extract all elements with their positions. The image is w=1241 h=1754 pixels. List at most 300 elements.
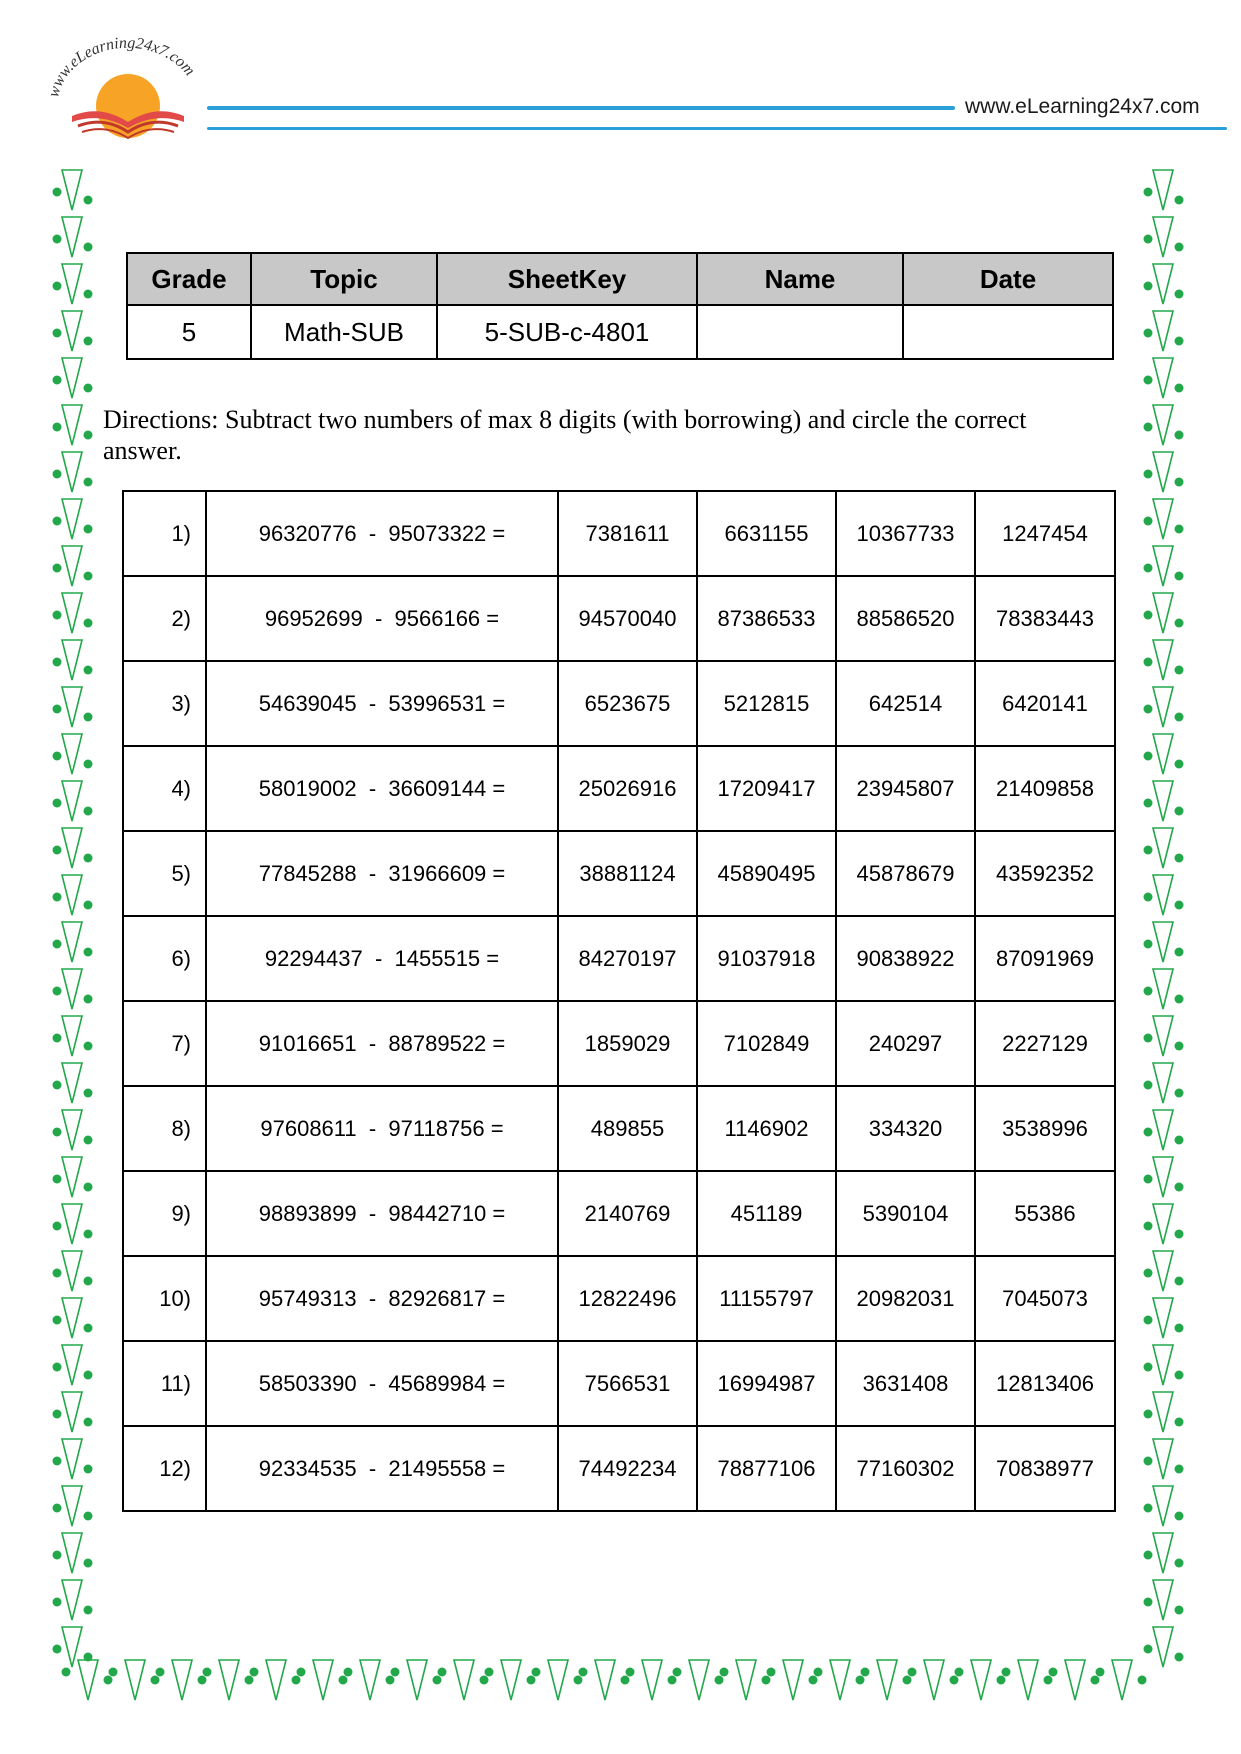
problem-row bbox=[123, 831, 1115, 916]
minus-sign: - bbox=[356, 1370, 389, 1396]
minuend: 58503390 bbox=[258, 1370, 357, 1396]
border-dot bbox=[53, 282, 62, 291]
problem-expression bbox=[206, 576, 558, 661]
border-triangle bbox=[1065, 1660, 1085, 1700]
answer-option[interactable]: 5212815 bbox=[697, 661, 836, 746]
border-triangle bbox=[548, 1660, 568, 1700]
border-dot bbox=[84, 1324, 93, 1333]
logo-text: www.eLearning24x7.com bbox=[45, 34, 199, 100]
answer-option[interactable]: 16994987 bbox=[697, 1341, 836, 1426]
answer-option[interactable]: 77160302 bbox=[836, 1426, 975, 1511]
answer-option[interactable]: 2140769 bbox=[558, 1171, 697, 1256]
border-dot bbox=[1144, 705, 1153, 714]
border-triangle bbox=[360, 1660, 380, 1700]
border-triangle bbox=[1153, 1110, 1173, 1150]
border-triangle bbox=[62, 405, 82, 445]
border-triangle bbox=[62, 1016, 82, 1056]
equals-sign: = bbox=[486, 1370, 506, 1396]
equals-sign: = bbox=[486, 1200, 506, 1226]
border-triangle bbox=[1153, 546, 1173, 586]
answer-option[interactable]: 6523675 bbox=[558, 661, 697, 746]
border-dot bbox=[339, 1676, 348, 1685]
border-triangle bbox=[595, 1660, 615, 1700]
border-dot bbox=[1175, 854, 1184, 863]
answer-option[interactable]: 7566531 bbox=[558, 1341, 697, 1426]
border-dot bbox=[84, 1136, 93, 1145]
border-dot bbox=[433, 1676, 442, 1685]
border-dot bbox=[856, 1676, 865, 1685]
border-dot bbox=[53, 1504, 62, 1513]
worksheet-info-table bbox=[126, 252, 1114, 360]
problem-expression bbox=[206, 1256, 558, 1341]
problem-expression bbox=[206, 831, 558, 916]
info-header-row bbox=[127, 253, 1113, 305]
border-triangle bbox=[62, 875, 82, 915]
border-triangle bbox=[62, 1298, 82, 1338]
border-triangle bbox=[62, 170, 82, 210]
border-dot bbox=[84, 1512, 93, 1521]
problem-row bbox=[123, 916, 1115, 1001]
border-dot bbox=[84, 572, 93, 581]
border-dot bbox=[1175, 1512, 1184, 1521]
border-triangle bbox=[1153, 1204, 1173, 1244]
sheetkey-header: SheetKey bbox=[437, 253, 697, 305]
date-header: Date bbox=[903, 253, 1113, 305]
problem-row bbox=[123, 1256, 1115, 1341]
answer-option[interactable]: 87091969 bbox=[975, 916, 1115, 1001]
border-dot bbox=[1175, 337, 1184, 346]
border-triangle bbox=[1153, 593, 1173, 633]
equals-sign: = bbox=[486, 520, 506, 546]
border-dot bbox=[1175, 901, 1184, 910]
problem-number: 2) bbox=[123, 576, 206, 661]
border-dot bbox=[84, 713, 93, 722]
border-triangle bbox=[62, 593, 82, 633]
border-dot bbox=[84, 1183, 93, 1192]
subtrahend: 88789522 bbox=[388, 1030, 487, 1056]
border-dot bbox=[1002, 1668, 1011, 1677]
answer-option[interactable]: 7045073 bbox=[975, 1256, 1115, 1341]
answer-option[interactable]: 20982031 bbox=[836, 1256, 975, 1341]
border-dot bbox=[250, 1668, 259, 1677]
info-value-row bbox=[127, 305, 1113, 359]
border-triangle bbox=[830, 1660, 850, 1700]
border-dot bbox=[814, 1668, 823, 1677]
answer-option[interactable]: 11155797 bbox=[697, 1256, 836, 1341]
answer-option[interactable]: 642514 bbox=[836, 661, 975, 746]
border-triangle bbox=[62, 1251, 82, 1291]
border-triangle bbox=[1153, 1392, 1173, 1432]
border-dot bbox=[1175, 760, 1184, 769]
border-dot bbox=[53, 1222, 62, 1231]
border-triangle bbox=[62, 1392, 82, 1432]
border-dot bbox=[950, 1676, 959, 1685]
answer-option[interactable]: 1146902 bbox=[697, 1086, 836, 1171]
border-dot bbox=[84, 337, 93, 346]
border-dot bbox=[53, 1363, 62, 1372]
border-dot bbox=[1144, 1457, 1153, 1466]
answer-option[interactable]: 87386533 bbox=[697, 576, 836, 661]
border-dot bbox=[53, 188, 62, 197]
answer-option[interactable]: 240297 bbox=[836, 1001, 975, 1086]
minuend: 96952699 bbox=[264, 605, 363, 631]
border-triangle bbox=[1153, 217, 1173, 257]
border-triangle bbox=[1153, 1580, 1173, 1620]
border-triangle bbox=[1153, 687, 1173, 727]
border-dot bbox=[1144, 282, 1153, 291]
answer-option[interactable]: 12813406 bbox=[975, 1341, 1115, 1426]
problem-number: 3) bbox=[123, 661, 206, 746]
border-dot bbox=[1144, 188, 1153, 197]
border-dot bbox=[203, 1668, 212, 1677]
site-url: www.eLearning24x7.com bbox=[965, 95, 1200, 118]
answer-option[interactable]: 3538996 bbox=[975, 1086, 1115, 1171]
problem-expression bbox=[206, 1171, 558, 1256]
answer-option[interactable]: 91037918 bbox=[697, 916, 836, 1001]
border-dot bbox=[480, 1676, 489, 1685]
border-triangle bbox=[454, 1660, 474, 1700]
answer-option[interactable]: 489855 bbox=[558, 1086, 697, 1171]
border-dot bbox=[1175, 619, 1184, 628]
border-triangle bbox=[1153, 499, 1173, 539]
border-triangle bbox=[62, 1110, 82, 1150]
border-triangle bbox=[501, 1660, 521, 1700]
border-dot bbox=[1175, 478, 1184, 487]
border-triangle bbox=[1153, 1298, 1173, 1338]
border-dot bbox=[62, 1668, 71, 1677]
border-dot bbox=[532, 1668, 541, 1677]
border-triangle bbox=[62, 1486, 82, 1526]
border-dot bbox=[1049, 1668, 1058, 1677]
border-triangle bbox=[1153, 1016, 1173, 1056]
name-field[interactable] bbox=[697, 305, 903, 359]
answer-option[interactable]: 1247454 bbox=[975, 491, 1115, 576]
answer-option[interactable]: 45878679 bbox=[836, 831, 975, 916]
equals-sign: = bbox=[486, 1030, 506, 1056]
answer-option[interactable]: 94570040 bbox=[558, 576, 697, 661]
border-dot bbox=[53, 799, 62, 808]
border-dot bbox=[1175, 1653, 1184, 1662]
name-header: Name bbox=[697, 253, 903, 305]
border-triangle bbox=[1153, 264, 1173, 304]
border-triangle bbox=[62, 1580, 82, 1620]
equals-sign: = bbox=[484, 1115, 504, 1141]
answer-option[interactable]: 23945807 bbox=[836, 746, 975, 831]
minuend: 95749313 bbox=[258, 1285, 357, 1311]
border-triangle bbox=[1153, 828, 1173, 868]
border-dot bbox=[53, 1457, 62, 1466]
answer-option[interactable]: 55386 bbox=[975, 1171, 1115, 1256]
border-dot bbox=[84, 948, 93, 957]
border-dot bbox=[1144, 564, 1153, 573]
border-dot bbox=[1175, 572, 1184, 581]
topic-value: Math-SUB bbox=[251, 305, 437, 359]
problem-number: 1) bbox=[123, 491, 206, 576]
border-dot bbox=[53, 564, 62, 573]
border-triangle bbox=[1112, 1660, 1132, 1700]
problem-expression bbox=[206, 1341, 558, 1426]
border-dot bbox=[53, 1269, 62, 1278]
border-dot bbox=[53, 987, 62, 996]
border-dot bbox=[84, 1371, 93, 1380]
minuend: 96320776 bbox=[258, 520, 357, 546]
minus-sign: - bbox=[356, 775, 389, 801]
border-dot bbox=[1175, 1465, 1184, 1474]
minuend: 58019002 bbox=[258, 775, 357, 801]
border-dot bbox=[53, 470, 62, 479]
border-dot bbox=[1144, 517, 1153, 526]
border-triangle bbox=[172, 1660, 192, 1700]
border-triangle bbox=[1153, 640, 1173, 680]
border-dot bbox=[1175, 1136, 1184, 1145]
border-dot bbox=[53, 752, 62, 761]
minuend: 54639045 bbox=[258, 690, 357, 716]
border-triangle bbox=[62, 499, 82, 539]
problem-number: 8) bbox=[123, 1086, 206, 1171]
answer-option[interactable]: 5390104 bbox=[836, 1171, 975, 1256]
border-dot bbox=[1144, 1128, 1153, 1137]
border-dot bbox=[1175, 713, 1184, 722]
border-triangle bbox=[1153, 734, 1173, 774]
problem-number: 5) bbox=[123, 831, 206, 916]
border-dot bbox=[1144, 1081, 1153, 1090]
border-dot bbox=[1144, 1316, 1153, 1325]
border-dot bbox=[84, 1277, 93, 1286]
border-triangle bbox=[1018, 1660, 1038, 1700]
border-dot bbox=[84, 666, 93, 675]
border-triangle bbox=[313, 1660, 333, 1700]
equals-sign: = bbox=[480, 945, 500, 971]
border-triangle bbox=[62, 969, 82, 1009]
border-dot bbox=[53, 1410, 62, 1419]
border-dot bbox=[245, 1676, 254, 1685]
answer-option[interactable]: 2227129 bbox=[975, 1001, 1115, 1086]
answer-option[interactable]: 78877106 bbox=[697, 1426, 836, 1511]
border-dot bbox=[762, 1676, 771, 1685]
border-dot bbox=[84, 995, 93, 1004]
border-triangle bbox=[62, 452, 82, 492]
border-dot bbox=[1144, 940, 1153, 949]
border-triangle bbox=[62, 546, 82, 586]
answer-option[interactable]: 84270197 bbox=[558, 916, 697, 1001]
border-triangle bbox=[877, 1660, 897, 1700]
problem-row bbox=[123, 491, 1115, 576]
problem-expression bbox=[206, 1086, 558, 1171]
border-dot bbox=[903, 1676, 912, 1685]
border-dot bbox=[1175, 1418, 1184, 1427]
directions-text: Directions: Subtract two numbers of max 8 digits (with borrowing) and circle the correct answer. bbox=[103, 405, 1027, 465]
border-dot bbox=[391, 1668, 400, 1677]
problem-number: 7) bbox=[123, 1001, 206, 1086]
border-dot bbox=[1144, 1645, 1153, 1654]
problem-row bbox=[123, 1171, 1115, 1256]
border-triangle bbox=[407, 1660, 427, 1700]
border-dot bbox=[1175, 1230, 1184, 1239]
answer-option[interactable]: 25026916 bbox=[558, 746, 697, 831]
border-dot bbox=[53, 517, 62, 526]
answer-option[interactable]: 43592352 bbox=[975, 831, 1115, 916]
border-dot bbox=[527, 1676, 536, 1685]
minus-sign: - bbox=[356, 1455, 389, 1481]
border-dot bbox=[1044, 1676, 1053, 1685]
border-dot bbox=[579, 1668, 588, 1677]
subtrahend: 95073322 bbox=[388, 520, 487, 546]
border-dot bbox=[1091, 1676, 1100, 1685]
border-triangle bbox=[1153, 311, 1173, 351]
border-dot bbox=[1144, 1551, 1153, 1560]
answer-option[interactable]: 7381611 bbox=[558, 491, 697, 576]
border-triangle bbox=[125, 1660, 145, 1700]
border-dot bbox=[1175, 243, 1184, 252]
grade-header: Grade bbox=[127, 253, 251, 305]
problem-number: 6) bbox=[123, 916, 206, 1001]
problem-row bbox=[123, 746, 1115, 831]
problem-expression bbox=[206, 1426, 558, 1511]
problem-row bbox=[123, 661, 1115, 746]
border-triangle bbox=[62, 781, 82, 821]
minuend: 97608611 bbox=[260, 1115, 357, 1141]
border-dot bbox=[1144, 752, 1153, 761]
border-dot bbox=[84, 525, 93, 534]
answer-option[interactable]: 70838977 bbox=[975, 1426, 1115, 1511]
border-dot bbox=[1144, 1410, 1153, 1419]
border-triangle bbox=[62, 358, 82, 398]
answer-option[interactable]: 21409858 bbox=[975, 746, 1115, 831]
minus-sign: - bbox=[356, 1030, 389, 1056]
border-dot bbox=[84, 478, 93, 487]
border-triangle bbox=[1153, 922, 1173, 962]
border-dot bbox=[1144, 1175, 1153, 1184]
border-triangle bbox=[689, 1660, 709, 1700]
answer-option[interactable]: 7102849 bbox=[697, 1001, 836, 1086]
answer-option[interactable]: 45890495 bbox=[697, 831, 836, 916]
equals-sign: = bbox=[486, 690, 506, 716]
border-triangle bbox=[1153, 1345, 1173, 1385]
border-dot bbox=[438, 1668, 447, 1677]
minus-sign: - bbox=[356, 1115, 389, 1141]
answer-option[interactable]: 451189 bbox=[697, 1171, 836, 1256]
border-triangle bbox=[1153, 1627, 1173, 1667]
border-dot bbox=[1144, 1504, 1153, 1513]
border-dot bbox=[53, 329, 62, 338]
problems-table bbox=[122, 490, 1116, 1512]
answer-option[interactable]: 6631155 bbox=[697, 491, 836, 576]
border-dot bbox=[1175, 807, 1184, 816]
border-dot bbox=[997, 1676, 1006, 1685]
problem-expression bbox=[206, 746, 558, 831]
minus-sign: - bbox=[356, 520, 389, 546]
answer-option[interactable]: 78383443 bbox=[975, 576, 1115, 661]
border-triangle bbox=[924, 1660, 944, 1700]
answer-option[interactable]: 334320 bbox=[836, 1086, 975, 1171]
answer-option[interactable]: 6420141 bbox=[975, 661, 1115, 746]
border-triangle bbox=[1153, 170, 1173, 210]
border-triangle bbox=[62, 1439, 82, 1479]
answer-option[interactable]: 10367733 bbox=[836, 491, 975, 576]
border-dot bbox=[1175, 666, 1184, 675]
border-dot bbox=[109, 1668, 118, 1677]
subtrahend: 53996531 bbox=[388, 690, 487, 716]
border-triangle bbox=[62, 217, 82, 257]
border-triangle bbox=[62, 1533, 82, 1573]
border-dot bbox=[1144, 611, 1153, 620]
border-triangle bbox=[62, 264, 82, 304]
border-dot bbox=[1175, 384, 1184, 393]
border-dot bbox=[53, 423, 62, 432]
date-field[interactable] bbox=[903, 305, 1113, 359]
border-dot bbox=[1175, 196, 1184, 205]
minuend: 98893899 bbox=[258, 1200, 357, 1226]
border-dot bbox=[84, 901, 93, 910]
border-dot bbox=[292, 1676, 301, 1685]
subtrahend: 82926817 bbox=[388, 1285, 487, 1311]
border-triangle bbox=[1153, 1157, 1173, 1197]
answer-option[interactable]: 3631408 bbox=[836, 1341, 975, 1426]
problem-row bbox=[123, 576, 1115, 661]
border-dot bbox=[1175, 1183, 1184, 1192]
border-triangle bbox=[1153, 1251, 1173, 1291]
border-triangle bbox=[1153, 1439, 1173, 1479]
answer-option[interactable]: 17209417 bbox=[697, 746, 836, 831]
border-dot bbox=[1175, 948, 1184, 957]
subtrahend: 36609144 bbox=[388, 775, 487, 801]
border-dot bbox=[53, 1128, 62, 1137]
border-dot bbox=[53, 1081, 62, 1090]
border-triangle bbox=[62, 687, 82, 727]
border-dot bbox=[1144, 799, 1153, 808]
border-dot bbox=[1175, 1559, 1184, 1568]
minuend: 91016651 bbox=[258, 1030, 357, 1056]
answer-option[interactable]: 38881124 bbox=[558, 831, 697, 916]
equals-sign: = bbox=[486, 1285, 506, 1311]
border-triangle bbox=[62, 922, 82, 962]
answer-option[interactable]: 88586520 bbox=[836, 576, 975, 661]
border-dot bbox=[1144, 423, 1153, 432]
border-dot bbox=[1144, 235, 1153, 244]
border-dot bbox=[53, 611, 62, 620]
border-triangle bbox=[78, 1660, 98, 1700]
border-triangle bbox=[62, 311, 82, 351]
equals-sign: = bbox=[480, 605, 500, 631]
border-triangle bbox=[62, 734, 82, 774]
border-dot bbox=[53, 893, 62, 902]
border-dot bbox=[720, 1668, 729, 1677]
border-dot bbox=[84, 384, 93, 393]
answer-option[interactable]: 90838922 bbox=[836, 916, 975, 1001]
answer-option[interactable]: 12822496 bbox=[558, 1256, 697, 1341]
subtrahend: 9566166 bbox=[394, 605, 481, 631]
border-triangle bbox=[62, 1345, 82, 1385]
border-dot bbox=[1144, 329, 1153, 338]
border-triangle bbox=[783, 1660, 803, 1700]
answer-option[interactable]: 1859029 bbox=[558, 1001, 697, 1086]
subtrahend: 98442710 bbox=[388, 1200, 487, 1226]
border-dot bbox=[156, 1668, 165, 1677]
problem-expression bbox=[206, 661, 558, 746]
problem-row bbox=[123, 1426, 1115, 1511]
answer-option[interactable]: 74492234 bbox=[558, 1426, 697, 1511]
equals-sign: = bbox=[486, 1455, 506, 1481]
problem-row bbox=[123, 1086, 1115, 1171]
border-triangle bbox=[1153, 405, 1173, 445]
problem-number: 12) bbox=[123, 1426, 206, 1511]
minuend: 92334535 bbox=[258, 1455, 357, 1481]
border-dot bbox=[84, 1089, 93, 1098]
border-dot bbox=[1144, 846, 1153, 855]
border-dot bbox=[84, 290, 93, 299]
border-dot bbox=[53, 1316, 62, 1325]
border-triangle bbox=[62, 1063, 82, 1103]
